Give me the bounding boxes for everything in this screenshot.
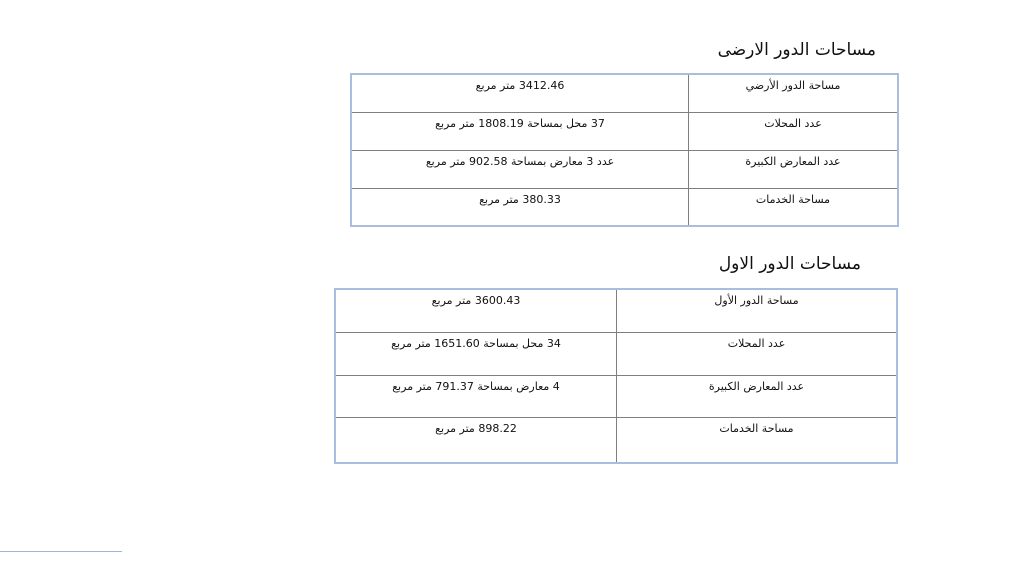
ground-floor-services-label: مساحة الخدمات (689, 188, 899, 226)
table-row (351, 112, 898, 150)
ground-floor-shops-value: 37 محل بمساحة 1808.19 متر مربع (351, 112, 689, 150)
ground-floor-area-value: 3412.46 متر مربع (351, 74, 689, 112)
first-floor-showrooms-label: عدد المعارض الكبيرة (617, 375, 898, 417)
ground-floor-showrooms-label: عدد المعارض الكبيرة (689, 150, 899, 188)
ground-floor-services-value: 380.33 متر مربع (351, 188, 689, 226)
first-floor-services-label: مساحة الخدمات (617, 417, 898, 463)
ground-floor-showrooms-value: عدد 3 معارض بمساحة 902.58 متر مربع (351, 150, 689, 188)
first-floor-showrooms-value: 4 معارض بمساحة 791.37 متر مربع (335, 375, 617, 417)
first-floor-services-value: 898.22 متر مربع (335, 417, 617, 463)
table-row (351, 74, 898, 112)
footer-divider (0, 551, 122, 552)
ground-floor-area-label: مساحة الدور الأرضي (689, 74, 899, 112)
first-floor-shops-label: عدد المحلات (617, 332, 898, 375)
first-floor-title: مساحات الدور الاول (718, 254, 861, 274)
ground-floor-table (350, 73, 899, 227)
table-row (335, 375, 897, 417)
table-row (335, 332, 897, 375)
first-floor-area-label: مساحة الدور الأول (617, 289, 898, 332)
first-floor-table (334, 288, 898, 464)
first-floor-area-value: 3600.43 متر مربع (335, 289, 617, 332)
first-floor-shops-value: 34 محل بمساحة 1651.60 متر مربع (335, 332, 617, 375)
ground-floor-shops-label: عدد المحلات (689, 112, 899, 150)
table-row (351, 150, 898, 188)
ground-floor-title: مساحات الدور الارضى (717, 40, 876, 60)
table-row (351, 188, 898, 226)
table-row (335, 289, 897, 332)
table-row (335, 417, 897, 463)
